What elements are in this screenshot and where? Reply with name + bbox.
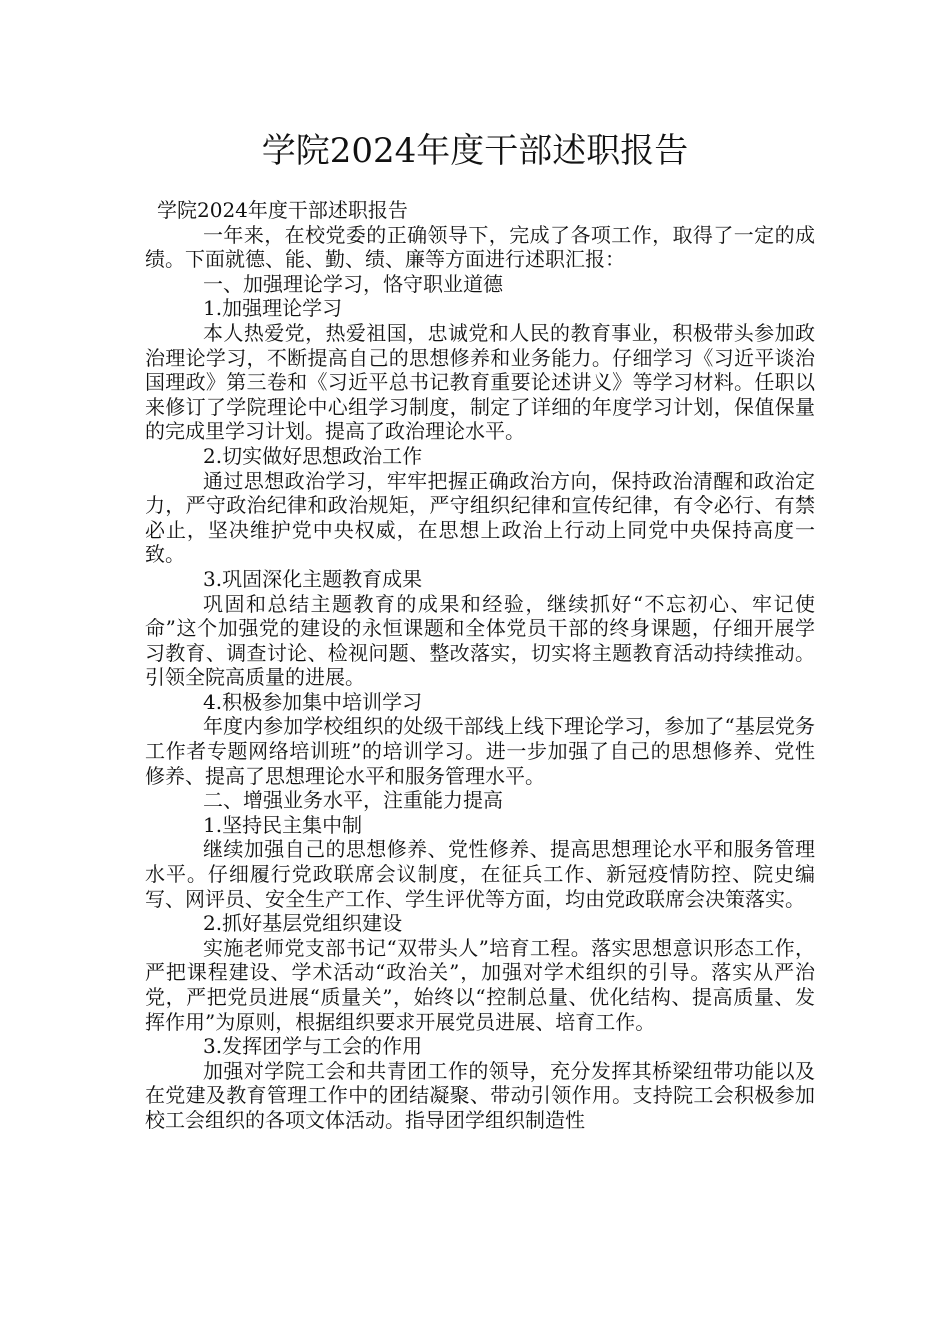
- subsection-heading-1-4: 4.积极参加集中培训学习: [203, 689, 423, 714]
- document-body: [145, 198, 815, 1133]
- subsection-heading-1-2: 2.切实做好思想政治工作: [203, 443, 423, 468]
- body-paragraph-1-1: 本人热爱党，热爱祖国，忠诚党和人民的教育事业，积极带头参加政治理论学习，不断提高自己的思想修养和业务能力。仔细学习《习近平谈治国理政》第三卷和《习近平总书记教育重要论述讲义》等学习材料。任职以来修订了学院理论中心组学习制度，制定了详细的年度学习计划，保值保量的完成里学习计划。提高了政治理论水平。: [145, 320, 815, 444]
- subtitle-paragraph: 学院2024年度干部述职报告: [157, 198, 408, 222]
- section-heading-2: 二、增强业务水平，注重能力提高: [203, 788, 503, 813]
- body-paragraph-2-1: 继续加强自己的思想修养、党性修养、提高思想理论水平和服务管理水平。仔细履行党政联席会议制度，在征兵工作、新冠疫情防控、院史编写、网评员、安全生产工作、学生评优等方面，均由党政联席会决策落实。: [145, 837, 815, 911]
- intro-paragraph: 一年来，在校党委的正确领导下，完成了各项工作，取得了一定的成绩。下面就德、能、勤、绩、廉等方面进行述职汇报：: [145, 222, 815, 272]
- body-paragraph-2-3: 加强对学院工会和共青团工作的领导，充分发挥其桥梁纽带功能以及在党建及教育管理工作中的团结凝聚、带动引领作用。支持院工会积极参加校工会组织的各项文体活动。指导团学组织制造性: [145, 1058, 815, 1132]
- body-paragraph-1-3: 巩固和总结主题教育的成果和经验，继续抓好“不忘初心、牢记使命”这个加强党的建设的永恒课题和全体党员干部的终身课题，仔细开展学习教育、调查讨论、检视问题、整改落实，切实将主题教育活动持续推动。引领全院高质量的进展。: [145, 591, 815, 690]
- subsection-heading-2-3: 3.发挥团学与工会的作用: [203, 1034, 423, 1059]
- body-paragraph-1-4: 年度内参加学校组织的处级干部线上线下理论学习，参加了“基层党务工作者专题网络培训班”的培训学习。进一步加强了自己的思想修养、党性修养、提高了思想理论水平和服务管理水平。: [145, 714, 815, 788]
- subsection-heading-2-1: 1.坚持民主集中制: [203, 812, 363, 837]
- document-title: 学院2024年度干部述职报告: [261, 131, 689, 171]
- subsection-heading-1-3: 3.巩固深化主题教育成果: [203, 566, 423, 591]
- subsection-heading-2-2: 2.抓好基层党组织建设: [203, 911, 403, 936]
- body-paragraph-2-2: 实施老师党支部书记“双带头人”培育工程。落实思想意识形态工作，严把课程建设、学术活动“政治关”，加强对学术组织的引导。落实从严治党，严把党员进展“质量关”，始终以“控制总量、优化结构、提高质量、发挥作用”为原则，根据组织要求开展党员进展、培育工作。: [145, 935, 815, 1034]
- subsection-heading-1-1: 1.加强理论学习: [203, 296, 343, 321]
- section-heading-1: 一、加强理论学习，恪守职业道德: [203, 271, 503, 296]
- body-paragraph-1-2: 通过思想政治学习，牢牢把握正确政治方向，保持政治清醒和政治定力，严守政治纪律和政治规矩，严守组织纪律和宣传纪律，有令必行、有禁必止，坚决维护党中央权威，在思想上政治上行动上同党中央保持高度一致。: [145, 468, 815, 567]
